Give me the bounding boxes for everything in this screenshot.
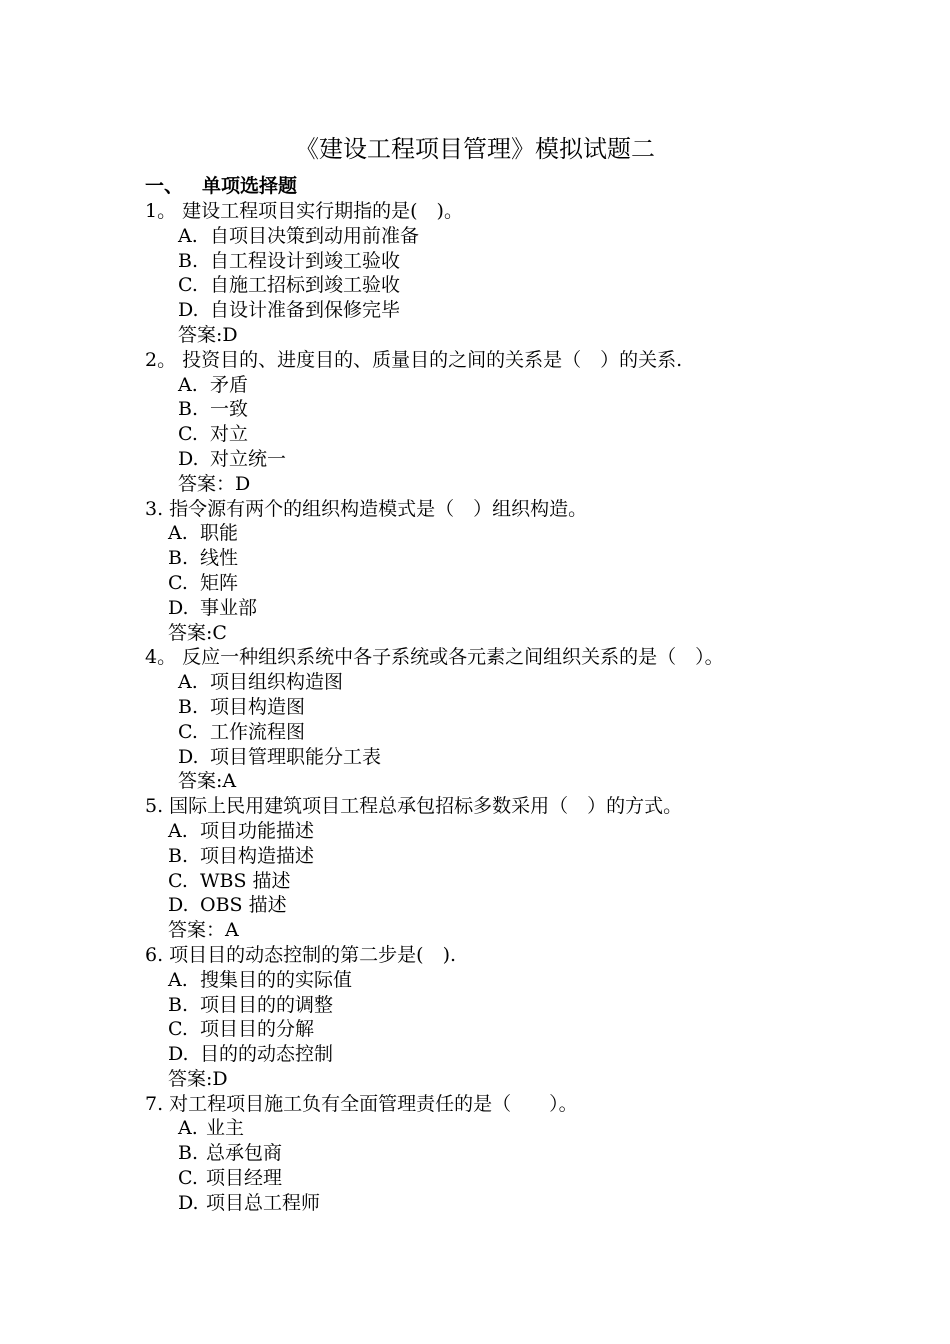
option-text: 项目功能描述: [200, 819, 315, 842]
answer-option: [145, 869, 935, 894]
answer-option: [145, 720, 935, 745]
option-text: 矩阵: [200, 571, 239, 594]
answer-option: [145, 1191, 935, 1216]
option-text: 自设计准备到保修完毕: [210, 299, 401, 322]
option-letter: C.: [178, 274, 198, 297]
answer-option: [145, 596, 935, 621]
question-stem: 5. 国际上民用建筑项目工程总承包招标多数采用（ ）的方式。: [145, 795, 683, 818]
option-letter: C.: [168, 869, 188, 892]
question-stem: 6. 项目目的动态控制的第二步是( ).: [145, 943, 457, 966]
answer-option: [145, 373, 935, 398]
option-letter: D.: [178, 745, 199, 768]
option-letter: A.: [178, 373, 198, 396]
question-stem: 2。 投资目的、进度目的、质量目的之间的关系是（ ）的关系.: [145, 348, 683, 371]
option-text: 项目构造图: [210, 695, 306, 718]
option-text: 矛盾: [210, 373, 249, 396]
answer-option: [145, 1116, 935, 1141]
option-text: 自施工招标到竣工验收: [210, 274, 401, 297]
option-text: 项目构造描述: [200, 844, 315, 867]
question-stem: 3. 指令源有两个的组织构造模式是（ ）组织构造。: [145, 497, 588, 520]
option-letter: B.: [178, 695, 199, 718]
question-stem: 7. 对工程项目施工负有全面管理责任的是（ ）。: [145, 1092, 578, 1115]
option-text: 搜集目的的实际值: [200, 968, 353, 991]
answer-option: [145, 1141, 935, 1166]
answer-key: 答案：A: [168, 919, 239, 942]
option-letter: C.: [178, 423, 198, 446]
question-7: [145, 1092, 935, 1216]
option-letter: D.: [168, 894, 189, 917]
option-text: 自项目决策到动用前准备: [210, 224, 420, 247]
question-stem: 4。 反应一种组织系统中各子系统或各元素之间组织关系的是（ ）。: [145, 646, 724, 669]
answer-option: [145, 249, 935, 274]
option-letter: C.: [168, 1018, 188, 1041]
option-text: 项目目的分解: [200, 1018, 315, 1041]
option-letter: A.: [178, 1117, 198, 1140]
question-list: [145, 199, 935, 1216]
answer-option: [145, 1017, 935, 1042]
option-letter: A.: [168, 522, 188, 545]
option-text: 线性: [200, 547, 239, 570]
question-3: [145, 497, 935, 646]
answer-option: [145, 1166, 935, 1191]
answer-option: [145, 521, 935, 546]
answer-key: 答案:A: [178, 770, 237, 793]
option-letter: D.: [178, 299, 199, 322]
question-4: [145, 645, 935, 794]
answer-option: [145, 893, 935, 918]
option-letter: A.: [178, 671, 198, 694]
answer-option: [145, 447, 935, 472]
answer-option: [145, 298, 935, 323]
document-title: 《建设工程项目管理》模拟试题二: [295, 135, 655, 163]
answer-option: [145, 968, 935, 993]
option-letter: B.: [168, 993, 189, 1016]
answer-option: [145, 397, 935, 422]
section-number: 一、: [145, 175, 184, 197]
option-letter: A.: [178, 224, 198, 247]
option-text: 对立统一: [210, 447, 287, 470]
answer-option: [145, 1042, 935, 1067]
option-text: 事业部: [200, 596, 258, 619]
answer-key: 答案:D: [178, 323, 238, 346]
option-letter: B.: [168, 547, 189, 570]
answer-option: [145, 422, 935, 447]
answer-option: [145, 745, 935, 770]
option-text: 业主: [206, 1117, 245, 1140]
answer-key: 答案:D: [168, 1067, 228, 1090]
answer-key: 答案:C: [168, 621, 227, 644]
option-letter: D.: [168, 1043, 189, 1066]
question-6: [145, 943, 935, 1092]
answer-option: [145, 273, 935, 298]
option-text: 对立: [210, 423, 249, 446]
answer-option: [145, 819, 935, 844]
answer-option: [145, 670, 935, 695]
option-letter: D.: [178, 447, 199, 470]
answer-option: [145, 844, 935, 869]
option-letter: D.: [168, 596, 189, 619]
option-text: 一致: [210, 398, 249, 421]
answer-option: [145, 546, 935, 571]
option-text: WBS 描述: [200, 869, 291, 892]
option-text: 项目管理职能分工表: [210, 745, 382, 768]
option-letter: C.: [178, 1167, 198, 1190]
option-letter: B.: [178, 1142, 199, 1165]
option-text: 项目经理: [206, 1167, 283, 1190]
option-text: OBS 描述: [200, 894, 287, 917]
question-1: [145, 199, 935, 348]
option-text: 项目目的的调整: [200, 993, 334, 1016]
option-text: 项目总工程师: [206, 1191, 321, 1214]
option-text: 目的的动态控制: [200, 1043, 334, 1066]
section-label: 单项选择题: [202, 175, 298, 197]
option-text: 工作流程图: [210, 720, 306, 743]
answer-option: [145, 695, 935, 720]
answer-option: [145, 224, 935, 249]
option-letter: A.: [168, 968, 188, 991]
option-letter: A.: [168, 819, 188, 842]
section-heading: [145, 174, 297, 198]
question-2: [145, 348, 935, 497]
option-letter: C.: [168, 571, 188, 594]
option-letter: B.: [178, 249, 199, 272]
option-letter: B.: [178, 398, 199, 421]
option-text: 总承包商: [206, 1142, 283, 1165]
option-letter: B.: [168, 844, 189, 867]
answer-key: 答案：D: [178, 472, 251, 495]
option-letter: C.: [178, 720, 198, 743]
question-5: [145, 794, 935, 943]
option-text: 职能: [200, 522, 239, 545]
answer-option: [145, 993, 935, 1018]
answer-option: [145, 571, 935, 596]
question-stem: 1。 建设工程项目实行期指的是( )。: [145, 200, 463, 222]
option-text: 项目组织构造图: [210, 671, 344, 694]
option-letter: D.: [178, 1191, 199, 1214]
option-text: 自工程设计到竣工验收: [210, 249, 401, 272]
